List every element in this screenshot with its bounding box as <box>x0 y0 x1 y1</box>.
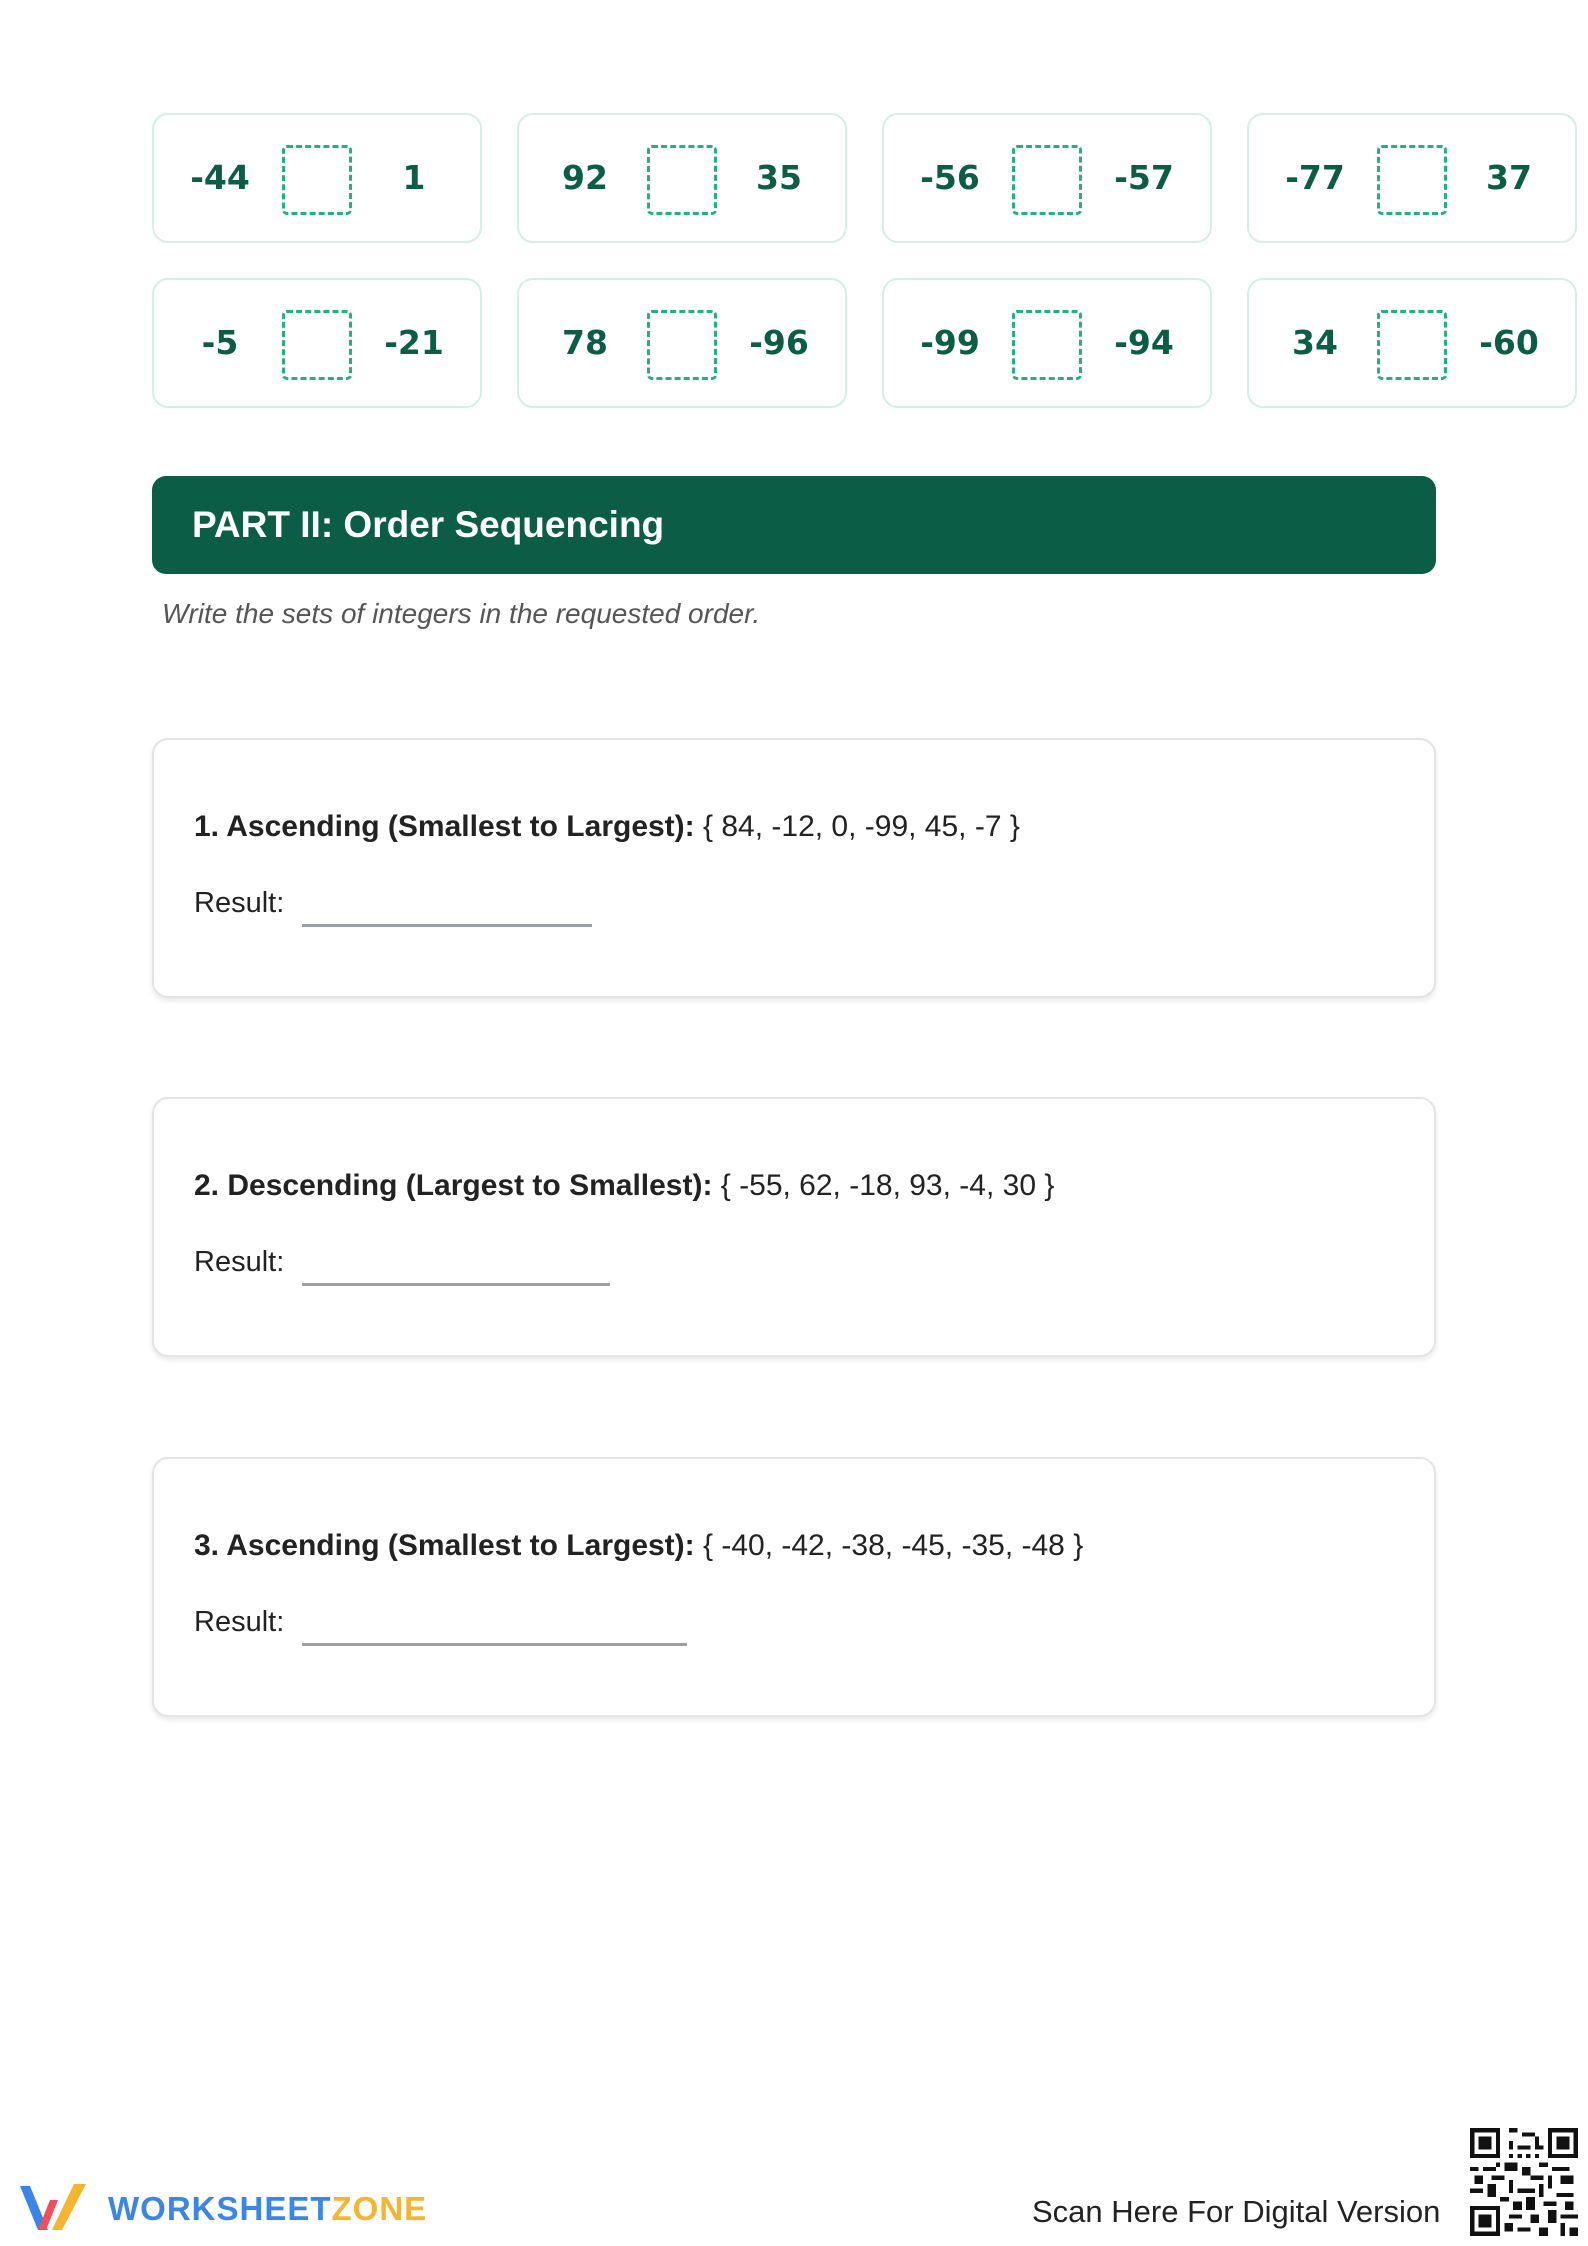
answer-box[interactable] <box>1377 145 1447 215</box>
comparison-card <box>882 278 1212 408</box>
task-card <box>152 738 1436 998</box>
comparison-card <box>882 113 1212 243</box>
section-instruction: Write the sets of integers in the requested order. <box>162 598 761 629</box>
comparison-card <box>152 113 482 243</box>
right-number: -94 <box>1114 323 1174 362</box>
integer-set: { 84, -12, 0, -99, 45, -7 } <box>703 810 1020 843</box>
brand-name-part2: ZONE <box>331 2190 428 2227</box>
integer-set: { -55, 62, -18, 93, -4, 30 } <box>720 1169 1055 1202</box>
task-prompt <box>194 1529 1083 1563</box>
answer-box[interactable] <box>1012 310 1082 380</box>
comparison-card <box>517 113 847 243</box>
left-number: -56 <box>920 158 980 197</box>
comparison-card <box>1247 278 1577 408</box>
brand-name <box>108 2190 427 2228</box>
left-number: -5 <box>201 323 239 362</box>
task-prompt <box>194 810 1020 844</box>
task-label: 1. Ascending (Smallest to Largest): <box>194 810 695 843</box>
comparison-grid <box>152 113 1588 409</box>
answer-box[interactable] <box>282 310 352 380</box>
result-answer-line[interactable] <box>302 924 592 927</box>
left-number: 78 <box>562 323 608 362</box>
result-label: Result: <box>194 887 285 919</box>
left-number: 34 <box>1292 323 1338 362</box>
right-number: -96 <box>749 323 809 362</box>
scan-text: Scan Here For Digital Version <box>1032 2194 1441 2229</box>
left-number: -44 <box>190 158 250 197</box>
answer-box[interactable] <box>1377 310 1447 380</box>
integer-set: { -40, -42, -38, -45, -35, -48 } <box>703 1529 1084 1562</box>
result-label: Result: <box>194 1606 285 1638</box>
comparison-card <box>517 278 847 408</box>
right-number: 37 <box>1486 158 1532 197</box>
section-banner <box>152 476 1436 574</box>
result-label: Result: <box>194 1246 285 1278</box>
result-answer-line[interactable] <box>302 1643 687 1646</box>
comparison-card <box>1247 113 1577 243</box>
brand-logo[interactable] <box>16 2178 428 2238</box>
answer-box[interactable] <box>647 310 717 380</box>
right-number: -57 <box>1114 158 1174 197</box>
right-number: 35 <box>756 158 802 197</box>
task-prompt <box>194 1169 1054 1203</box>
left-number: -99 <box>920 323 980 362</box>
left-number: -77 <box>1285 158 1345 197</box>
result-answer-line[interactable] <box>302 1283 610 1286</box>
section-title: PART II: Order Sequencing <box>192 504 665 545</box>
qr-code-icon[interactable] <box>1470 2128 1578 2236</box>
brand-name-part1: WORKSHEET <box>108 2190 332 2227</box>
task-label: 3. Ascending (Smallest to Largest): <box>194 1529 695 1562</box>
comparison-card <box>152 278 482 408</box>
worksheetzone-w-logo-icon <box>16 2178 96 2238</box>
task-label: 2. Descending (Largest to Smallest): <box>194 1169 713 1202</box>
left-number: 92 <box>562 158 608 197</box>
task-card <box>152 1457 1436 1717</box>
right-number: 1 <box>402 158 426 197</box>
task-card <box>152 1097 1436 1357</box>
right-number: -21 <box>384 323 444 362</box>
answer-box[interactable] <box>1012 145 1082 215</box>
right-number: -60 <box>1479 323 1539 362</box>
answer-box[interactable] <box>647 145 717 215</box>
answer-box[interactable] <box>282 145 352 215</box>
